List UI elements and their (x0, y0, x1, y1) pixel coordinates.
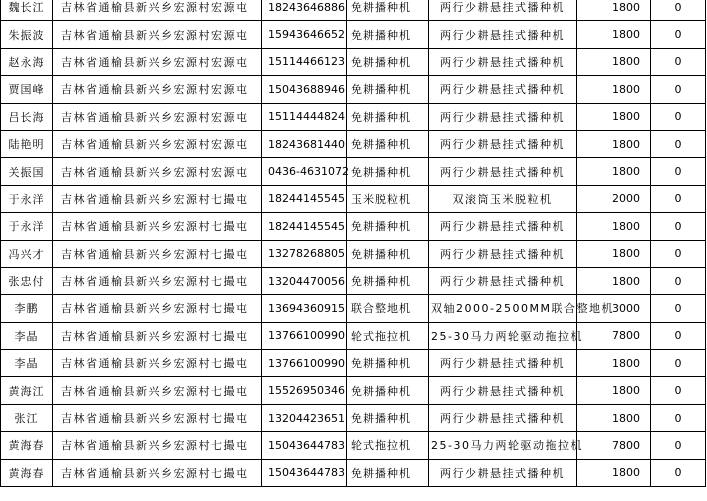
table-row (1, 459, 706, 486)
cell-address: 吉林省通榆县新兴乡宏源村宏源屯 (53, 130, 262, 157)
cell-phone: 13694360915 (262, 295, 347, 322)
cell-name: 冯兴才 (1, 240, 53, 267)
cell-subsidy-amount: 1800 (577, 459, 651, 486)
cell-extra-amount: 0 (651, 130, 706, 157)
table-row (1, 267, 706, 294)
cell-extra-amount: 0 (651, 432, 706, 459)
cell-extra-amount: 0 (651, 0, 706, 21)
cell-machine-type: 免耕播种机 (347, 240, 429, 267)
cell-subsidy-amount: 1800 (577, 377, 651, 404)
table-row (1, 240, 706, 267)
cell-address: 吉林省通榆县新兴乡宏源村七撮屯 (53, 404, 262, 431)
cell-machine-type: 免耕播种机 (347, 267, 429, 294)
cell-machine-model: 两行少耕悬挂式播种机 (429, 21, 577, 48)
cell-phone: 18244145545 (262, 213, 347, 240)
cell-name: 赵永海 (1, 48, 53, 75)
cell-machine-model: 两行少耕悬挂式播种机 (429, 158, 577, 185)
cell-name: 李鹏 (1, 295, 53, 322)
cell-machine-model: 两行少耕悬挂式播种机 (429, 377, 577, 404)
cell-machine-model: 两行少耕悬挂式播种机 (429, 48, 577, 75)
cell-subsidy-amount: 1800 (577, 21, 651, 48)
cell-name: 关振国 (1, 158, 53, 185)
cell-subsidy-amount: 1800 (577, 158, 651, 185)
cell-address: 吉林省通榆县新兴乡宏源村宏源屯 (53, 0, 262, 21)
cell-extra-amount: 0 (651, 158, 706, 185)
cell-subsidy-amount: 1800 (577, 103, 651, 130)
cell-address: 吉林省通榆县新兴乡宏源村七撮屯 (53, 213, 262, 240)
cell-extra-amount: 0 (651, 103, 706, 130)
cell-phone: 0436-4631072 (262, 158, 347, 185)
cell-subsidy-amount: 1800 (577, 48, 651, 75)
cell-machine-type: 免耕播种机 (347, 158, 429, 185)
table-row (1, 185, 706, 212)
table-row (1, 350, 706, 377)
cell-address: 吉林省通榆县新兴乡宏源村七撮屯 (53, 295, 262, 322)
cell-phone: 13278268805 (262, 240, 347, 267)
cell-extra-amount: 0 (651, 267, 706, 294)
cell-address: 吉林省通榆县新兴乡宏源村宏源屯 (53, 103, 262, 130)
cell-machine-type: 联合整地机 (347, 295, 429, 322)
cell-name: 黄海春 (1, 432, 53, 459)
cell-name: 李晶 (1, 350, 53, 377)
table-row (1, 213, 706, 240)
cell-subsidy-amount: 1800 (577, 404, 651, 431)
cell-subsidy-amount: 7800 (577, 432, 651, 459)
cell-machine-type: 轮式拖拉机 (347, 432, 429, 459)
cell-address: 吉林省通榆县新兴乡宏源村七撮屯 (53, 377, 262, 404)
cell-phone: 18244145545 (262, 185, 347, 212)
table-row (1, 295, 706, 322)
cell-machine-model: 两行少耕悬挂式播种机 (429, 240, 577, 267)
cell-machine-model: 两行少耕悬挂式播种机 (429, 350, 577, 377)
cell-machine-model: 两行少耕悬挂式播种机 (429, 0, 577, 21)
cell-machine-type: 免耕播种机 (347, 0, 429, 21)
table-row (1, 21, 706, 48)
cell-phone: 15943646652 (262, 21, 347, 48)
cell-name: 贾国峰 (1, 76, 53, 103)
cell-phone: 13204470056 (262, 267, 347, 294)
cell-machine-type: 免耕播种机 (347, 350, 429, 377)
cell-phone: 18243646886 (262, 0, 347, 21)
cell-name: 张江 (1, 404, 53, 431)
cell-subsidy-amount: 1800 (577, 350, 651, 377)
cell-name: 朱振波 (1, 21, 53, 48)
cell-machine-type: 免耕播种机 (347, 130, 429, 157)
cell-address: 吉林省通榆县新兴乡宏源村宏源屯 (53, 48, 262, 75)
cell-extra-amount: 0 (651, 350, 706, 377)
table-row (1, 130, 706, 157)
cell-machine-model: 两行少耕悬挂式播种机 (429, 404, 577, 431)
cell-extra-amount: 0 (651, 213, 706, 240)
cell-machine-type: 免耕播种机 (347, 21, 429, 48)
cell-phone: 15043688946 (262, 76, 347, 103)
cell-phone: 13766100990 (262, 322, 347, 349)
cell-phone: 15526950346 (262, 377, 347, 404)
cell-name: 李晶 (1, 322, 53, 349)
cell-subsidy-amount: 2000 (577, 185, 651, 212)
cell-address: 吉林省通榆县新兴乡宏源村七撮屯 (53, 432, 262, 459)
cell-address: 吉林省通榆县新兴乡宏源村宏源屯 (53, 76, 262, 103)
cell-machine-model: 两行少耕悬挂式播种机 (429, 459, 577, 486)
cell-subsidy-amount: 3000 (577, 295, 651, 322)
cell-machine-model: 双轴2000-2500MM联合整地机 (429, 295, 577, 322)
cell-subsidy-amount: 1800 (577, 76, 651, 103)
table-row (1, 103, 706, 130)
cell-machine-model: 双滚筒玉米脱粒机 (429, 185, 577, 212)
cell-address: 吉林省通榆县新兴乡宏源村宏源屯 (53, 21, 262, 48)
cell-name: 吕长海 (1, 103, 53, 130)
cell-name: 黄海江 (1, 377, 53, 404)
cell-machine-type: 免耕播种机 (347, 377, 429, 404)
cell-address: 吉林省通榆县新兴乡宏源村七撮屯 (53, 267, 262, 294)
cell-extra-amount: 0 (651, 459, 706, 486)
table-row (1, 76, 706, 103)
cell-machine-type: 玉米脱粒机 (347, 185, 429, 212)
cell-subsidy-amount: 1800 (577, 0, 651, 21)
cell-extra-amount: 0 (651, 185, 706, 212)
cell-address: 吉林省通榆县新兴乡宏源村宏源屯 (53, 158, 262, 185)
table-row (1, 158, 706, 185)
cell-machine-model: 25-30马力两轮驱动拖拉机 (429, 322, 577, 349)
cell-extra-amount: 0 (651, 21, 706, 48)
cell-subsidy-amount: 1800 (577, 213, 651, 240)
cell-machine-model: 两行少耕悬挂式播种机 (429, 130, 577, 157)
table-row (1, 404, 706, 431)
cell-name: 黄海春 (1, 459, 53, 486)
cell-extra-amount: 0 (651, 404, 706, 431)
cell-extra-amount: 0 (651, 76, 706, 103)
table-row (1, 377, 706, 404)
table-row (1, 322, 706, 349)
cell-address: 吉林省通榆县新兴乡宏源村七撮屯 (53, 459, 262, 486)
cell-machine-type: 免耕播种机 (347, 48, 429, 75)
cell-machine-type: 轮式拖拉机 (347, 322, 429, 349)
cell-machine-model: 25-30马力两轮驱动拖拉机 (429, 432, 577, 459)
cell-extra-amount: 0 (651, 322, 706, 349)
cell-name: 于永洋 (1, 213, 53, 240)
cell-machine-type: 免耕播种机 (347, 404, 429, 431)
cell-address: 吉林省通榆县新兴乡宏源村七撮屯 (53, 240, 262, 267)
cell-phone: 15043644783 (262, 459, 347, 486)
cell-subsidy-amount: 1800 (577, 130, 651, 157)
cell-subsidy-amount: 1800 (577, 240, 651, 267)
cell-subsidy-amount: 7800 (577, 322, 651, 349)
table-row (1, 432, 706, 459)
cell-extra-amount: 0 (651, 377, 706, 404)
cell-name: 魏长江 (1, 0, 53, 21)
cell-machine-model: 两行少耕悬挂式播种机 (429, 267, 577, 294)
cell-address: 吉林省通榆县新兴乡宏源村七撮屯 (53, 322, 262, 349)
cell-phone: 15043644783 (262, 432, 347, 459)
cell-extra-amount: 0 (651, 48, 706, 75)
cell-machine-model: 两行少耕悬挂式播种机 (429, 103, 577, 130)
cell-machine-model: 两行少耕悬挂式播种机 (429, 213, 577, 240)
cell-phone: 18243681440 (262, 130, 347, 157)
cell-phone: 13766100990 (262, 350, 347, 377)
cell-extra-amount: 0 (651, 240, 706, 267)
cell-subsidy-amount: 1800 (577, 267, 651, 294)
cell-address: 吉林省通榆县新兴乡宏源村七撮屯 (53, 185, 262, 212)
cell-phone: 15114466123 (262, 48, 347, 75)
cell-address: 吉林省通榆县新兴乡宏源村七撮屯 (53, 350, 262, 377)
cell-name: 陆艳明 (1, 130, 53, 157)
table-row (1, 48, 706, 75)
cell-phone: 13204423651 (262, 404, 347, 431)
cell-machine-type: 免耕播种机 (347, 459, 429, 486)
cell-name: 于永洋 (1, 185, 53, 212)
table-row (1, 0, 706, 21)
cell-extra-amount: 0 (651, 295, 706, 322)
cell-machine-model: 两行少耕悬挂式播种机 (429, 76, 577, 103)
cell-machine-type: 免耕播种机 (347, 76, 429, 103)
cell-machine-type: 免耕播种机 (347, 103, 429, 130)
cell-name: 张忠付 (1, 267, 53, 294)
table-body (1, 0, 706, 487)
cell-phone: 15114444824 (262, 103, 347, 130)
cell-machine-type: 免耕播种机 (347, 213, 429, 240)
